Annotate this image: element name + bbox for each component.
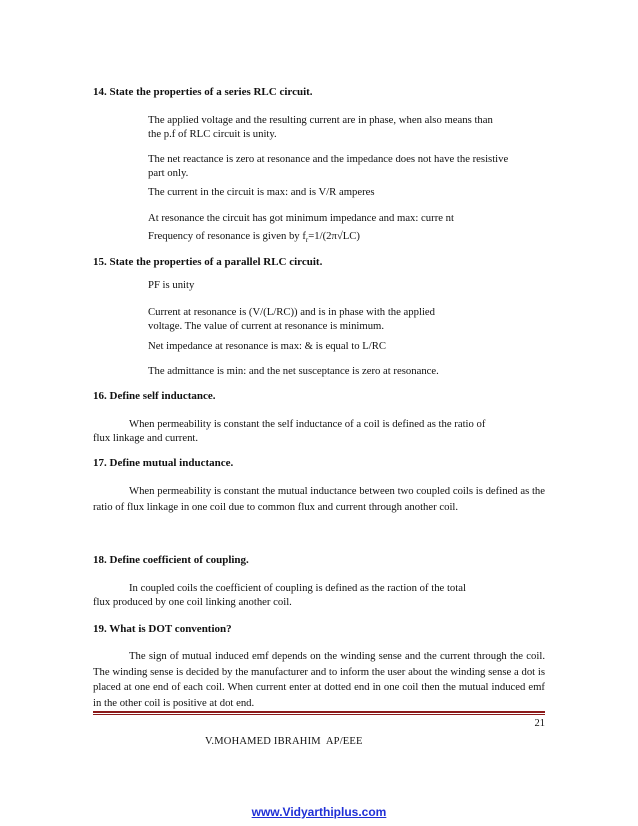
page-number: 21: [534, 718, 545, 729]
website-link[interactable]: www.Vidyarthiplus.com: [251, 805, 387, 819]
q14-item-5: [148, 229, 360, 247]
footer-author: V.MOHAMED IBRAHIM AP/EEE: [205, 736, 363, 747]
q14-heading: 14. State the properties of a series RLC circuit.: [93, 86, 313, 98]
q16-line-1: When permeability is constant the self inductance of a coil is defined as the ratio of: [129, 418, 486, 430]
q14-item-1-line-1: The applied voltage and the resulting current are in phase, when also means than: [148, 114, 493, 126]
q15-item-2-line-2: voltage. The value of current at resonance is minimum.: [148, 320, 385, 332]
q14-item-2-line-1: The net reactance is zero at resonance and the impedance does not have the resistive: [148, 153, 509, 165]
q14-freq-prefix: Frequency of resonance is given by f: [148, 230, 306, 242]
q18-line-2: flux produced by one coil linking another coil.: [93, 596, 292, 608]
q15-item-2-line-1: Current at resonance is (V/(L/RC)) and is in phase with the applied: [148, 306, 436, 318]
q16-line-2: flux linkage and current.: [93, 432, 199, 444]
q18-line-1: In coupled coils the coefficient of coupling is defined as the raction of the total: [129, 582, 466, 594]
q17-body: When permeability is constant the mutual inductance between two coupled coils is defined as the ratio of flux linkage in one coil due to common flux and current through another coil.: [93, 485, 545, 513]
footer-divider-thick: [93, 711, 545, 713]
q14-item-2: [148, 152, 508, 180]
q17-heading: 17. Define mutual inductance.: [93, 457, 234, 469]
q16-body: [93, 417, 485, 445]
q19-heading: 19. What is DOT convention?: [93, 623, 232, 635]
q18-body: [93, 581, 466, 609]
q15-item-1: PF is unity: [148, 279, 195, 291]
q14-item-1: [148, 113, 493, 141]
q14-item-1-line-2: the p.f of RLC circuit is unity.: [148, 128, 277, 140]
q14-item-3: The current in the circuit is max: and is V/R amperes: [148, 186, 375, 198]
q15-item-4: The admittance is min: and the net susceptance is zero at resonance.: [148, 365, 439, 377]
q15-item-2: [148, 305, 435, 333]
q15-heading: 15. State the properties of a parallel RLC circuit.: [93, 256, 323, 268]
q14-item-4: At resonance the circuit has got minimum impedance and max: curre nt: [148, 212, 454, 224]
q14-freq-subscript: r: [305, 236, 309, 245]
q14-freq-suffix: =1/(2π√LC): [308, 230, 360, 242]
footer-divider-thin: [93, 714, 545, 715]
q19-body: The sign of mutual induced emf depends on the winding sense and the current through the coil. The winding sense is decided by the manufacturer and to inform the user about the winding sense a dot is placed at one end of each coil. When current enter at dotted end in one coil then the mutual induced emf in the other coil is positive at dot end.: [93, 650, 545, 709]
q15-item-3: Net impedance at resonance is max: & is equal to L/RC: [148, 340, 387, 352]
q16-heading: 16. Define self inductance.: [93, 390, 216, 402]
q18-heading: 18. Define coefficient of coupling.: [93, 554, 249, 566]
q14-item-2-line-2: part only.: [148, 167, 189, 179]
